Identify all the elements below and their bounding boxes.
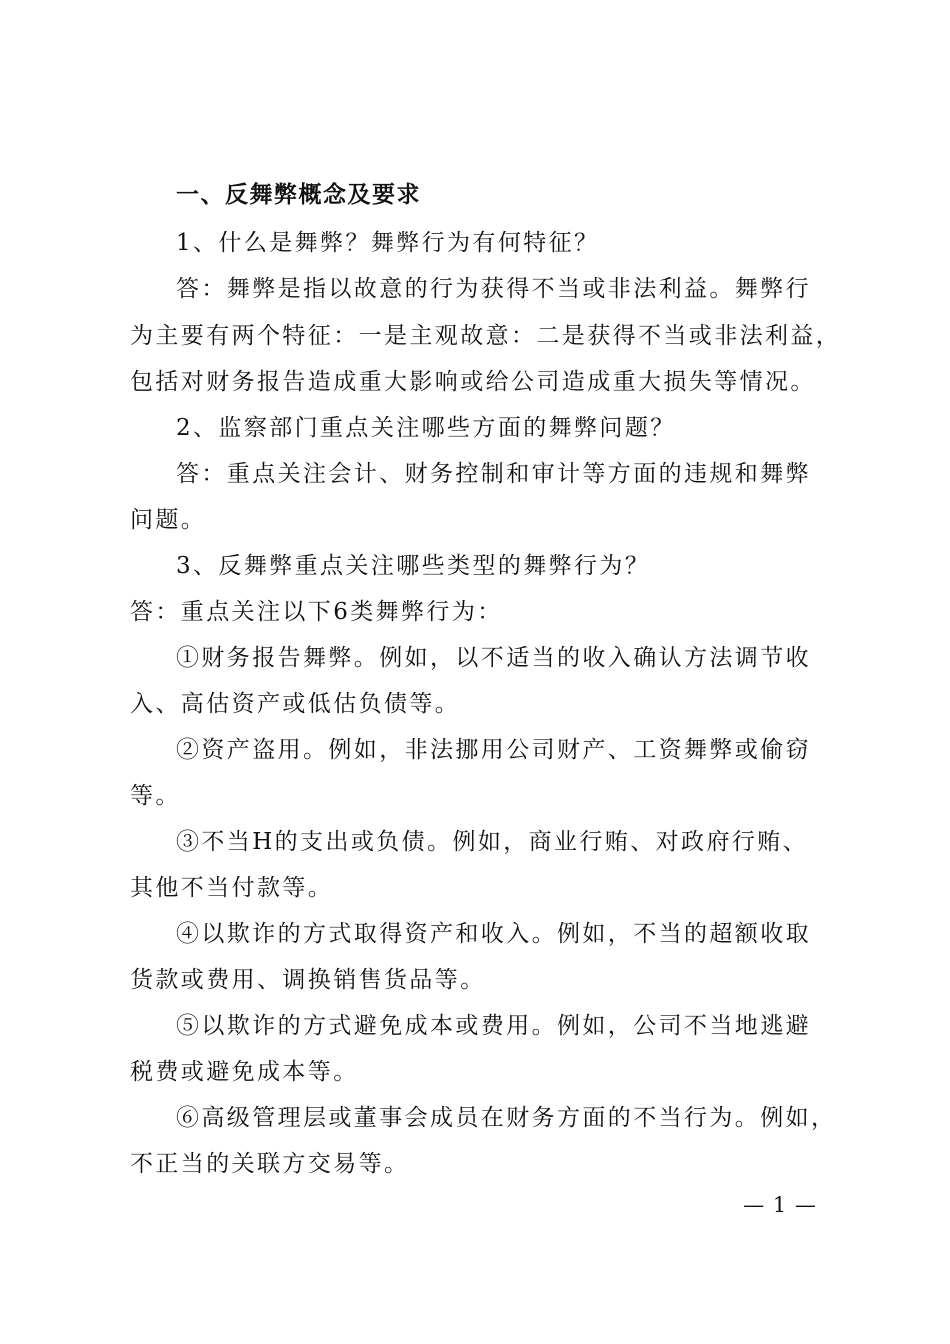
fraud-type-5-line-1: ⑤以欺诈的方式避免成本或费用。例如，公司不当地逃避 — [176, 1013, 811, 1039]
fraud-type-6-line-2: 不正当的关联方交易等。 — [130, 1151, 410, 1177]
fraud-type-1-line-2: 入、高估资产或低估负债等。 — [130, 691, 461, 717]
page-number: — 1 — — [743, 1193, 817, 1217]
answer-1-line-1: 答：舞弊是指以故意的行为获得不当或非法利益。舞弊行 — [176, 276, 811, 302]
answer-1-line-2: 为主要有两个特征：一是主观故意：二是获得不当或非法利益， — [130, 323, 842, 349]
answer-2-line-1: 答：重点关注会计、财务控制和审计等方面的违规和舞弊 — [176, 461, 811, 487]
answer-3-intro: 答：重点关注以下6类舞弊行为： — [130, 599, 503, 625]
fraud-type-4-line-2: 货款或费用、调换销售货品等。 — [130, 967, 486, 993]
fraud-type-1-line-1: ①财务报告舞弊。例如，以不适当的收入确认方法调节收 — [176, 645, 811, 671]
question-2: 2、监察部门重点关注哪些方面的舞弊问题？ — [176, 415, 676, 441]
fraud-type-2-line-1: ②资产盗用。例如，非法挪用公司财产、工资舞弊或偷窃 — [176, 737, 811, 763]
fraud-type-4-line-1: ④以欺诈的方式取得资产和收入。例如，不当的超额收取 — [176, 921, 811, 947]
fraud-type-5-line-2: 税费或避免成本等。 — [130, 1059, 359, 1085]
section-heading: 一、反舞弊概念及要求 — [176, 182, 421, 208]
fraud-type-3-line-1: ③不当H的支出或负债。例如，商业行贿、对政府行贿、 — [176, 829, 809, 855]
fraud-type-6-line-1: ⑥高级管理层或董事会成员在财务方面的不当行为。例如， — [176, 1105, 837, 1131]
fraud-type-2-line-2: 等。 — [130, 783, 181, 809]
question-3: 3、反舞弊重点关注哪些类型的舞弊行为？ — [176, 553, 651, 579]
fraud-type-3-line-2: 其他不当付款等。 — [130, 875, 334, 901]
answer-1-line-3: 包括对财务报告造成重大影响或给公司造成重大损失等情况。 — [130, 369, 816, 395]
answer-2-line-2: 问题。 — [130, 507, 207, 533]
question-1: 1、什么是舞弊？舞弊行为有何特征？ — [176, 230, 600, 256]
